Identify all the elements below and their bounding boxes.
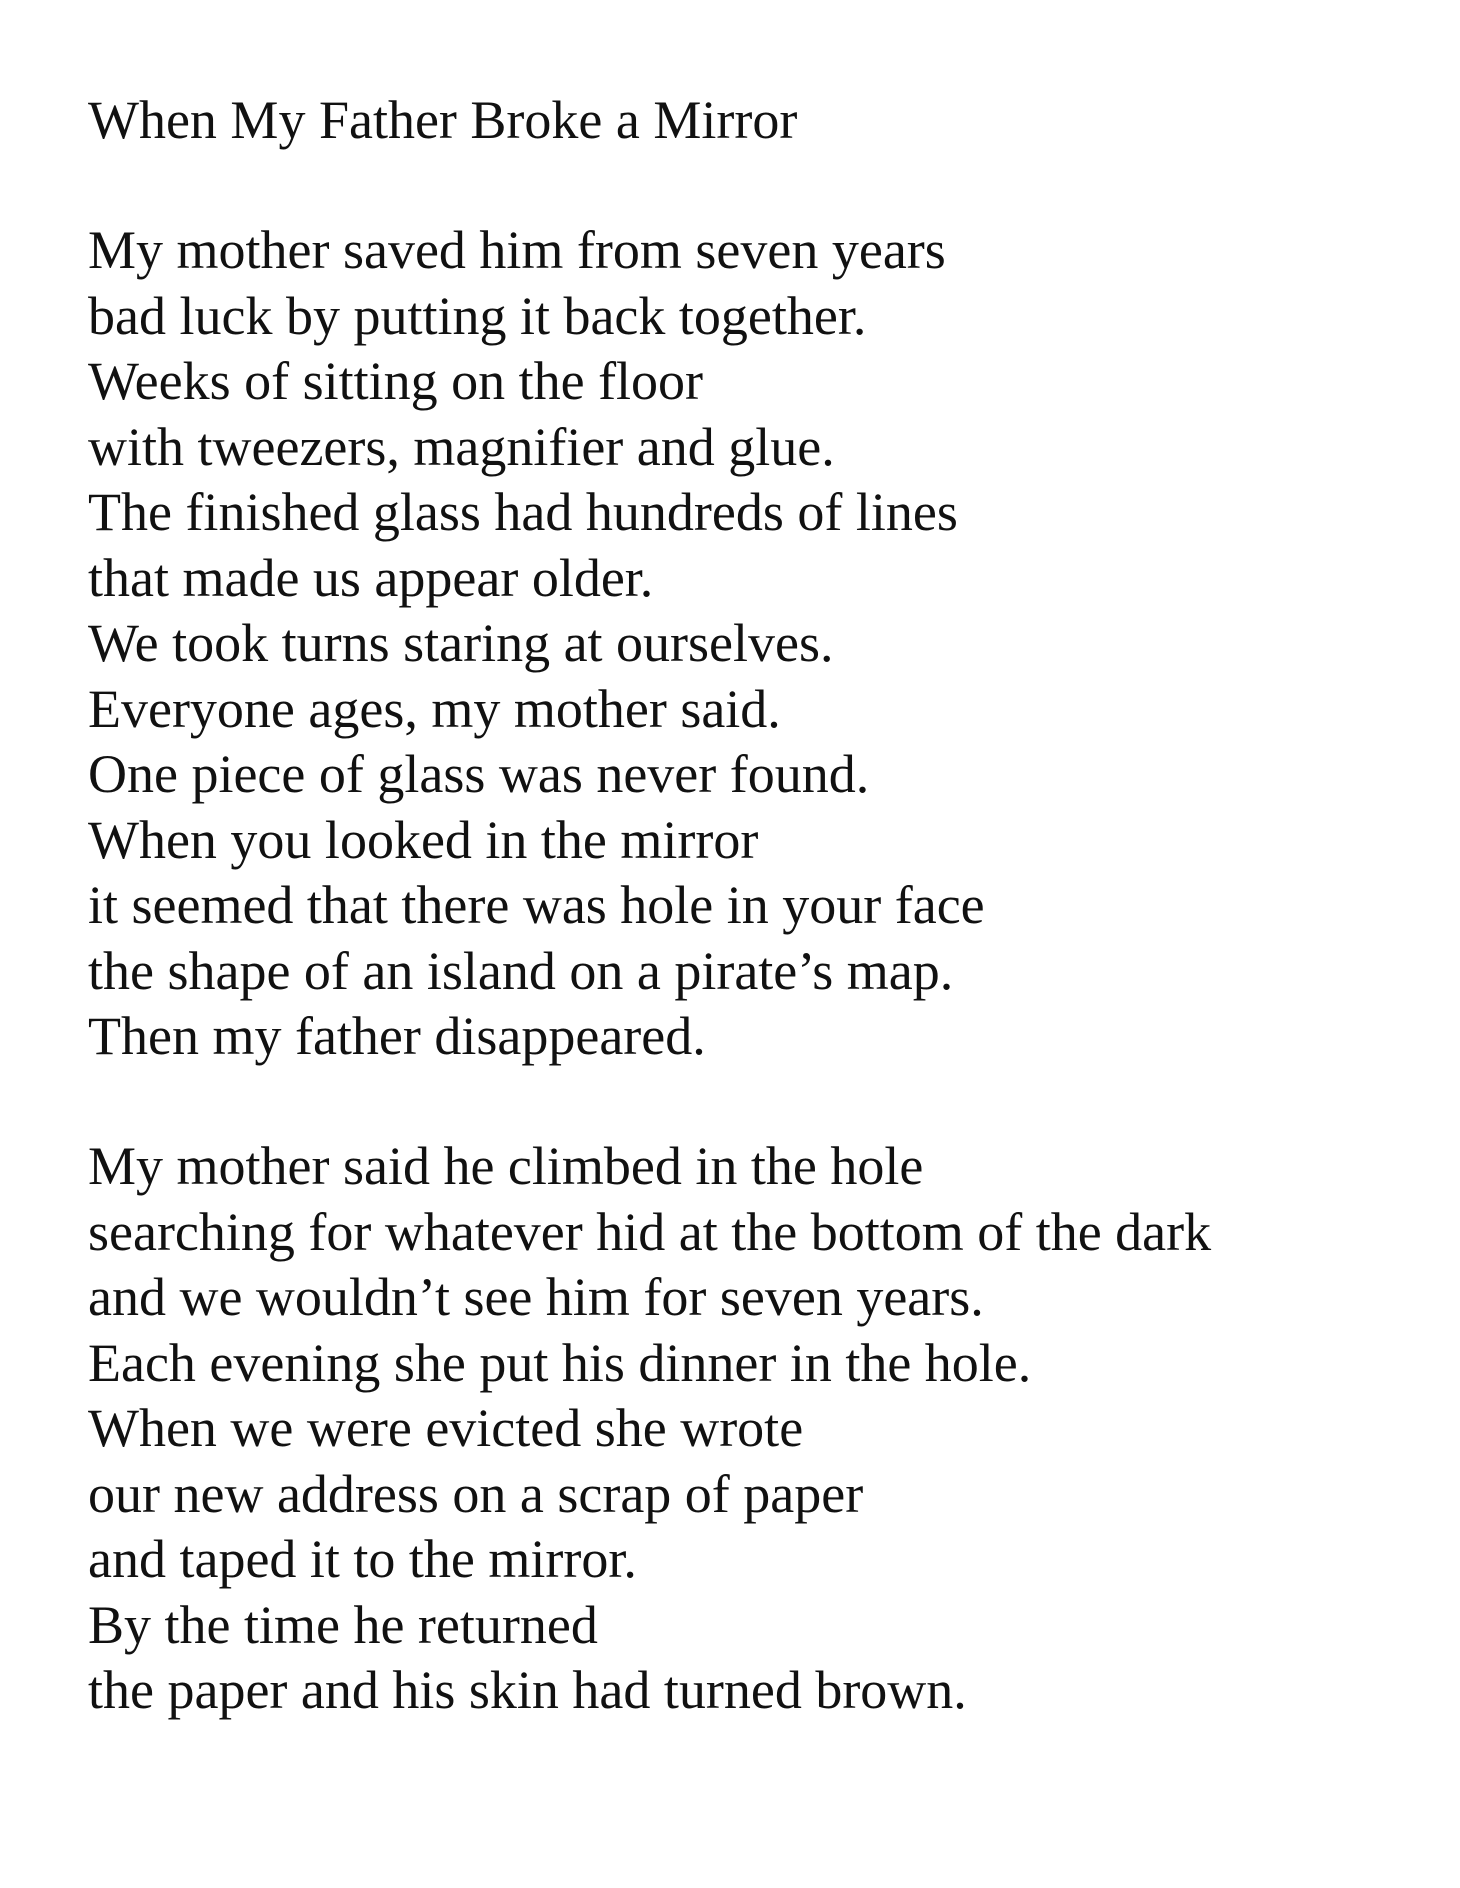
poem-line: One piece of glass was never found. — [88, 744, 870, 804]
poem-line: searching for whatever hid at the bottom of the dark — [88, 1201, 1212, 1262]
stanza-2 — [88, 1134, 1211, 1724]
poem-title: When My Father Broke a Mirror — [88, 90, 798, 150]
poem-line: our new address on a scrap of paper — [88, 1463, 864, 1524]
poem-line: that made us appear older. — [88, 547, 654, 608]
poem-line: it seemed that there was hole in your face — [88, 875, 985, 935]
poem-line: and we wouldn’t see him for seven years. — [88, 1267, 984, 1327]
poem-line: When you looked in the mirror — [88, 809, 759, 870]
poem-line: bad luck by putting it back together. — [88, 285, 867, 346]
poem-line: Then my father disappeared. — [88, 1006, 706, 1066]
poem-line: When we were evicted she wrote — [88, 1398, 804, 1458]
poem-line: and taped it to the mirror. — [88, 1529, 637, 1589]
poem-line: Each evening she put his dinner in the hole. — [88, 1332, 1032, 1393]
poem-line: By the time he returned — [88, 1594, 598, 1655]
poem-line: the paper and his skin had turned brown. — [88, 1660, 967, 1720]
stanza-1 — [88, 218, 985, 1070]
poem-line: the shape of an island on a pirate’s map. — [88, 940, 954, 1001]
poem-line: with tweezers, magnifier and glue. — [88, 416, 835, 477]
poem-line: We took turns staring at ourselves. — [88, 613, 834, 673]
poem-line: My mother saved him from seven years — [88, 220, 946, 280]
poem-line: Everyone ages, my mother said. — [88, 678, 781, 739]
poem-line: My mother said he climbed in the hole — [88, 1136, 924, 1196]
poem-line: The finished glass had hundreds of lines — [88, 482, 958, 542]
poem-line: Weeks of sitting on the floor — [88, 351, 704, 411]
